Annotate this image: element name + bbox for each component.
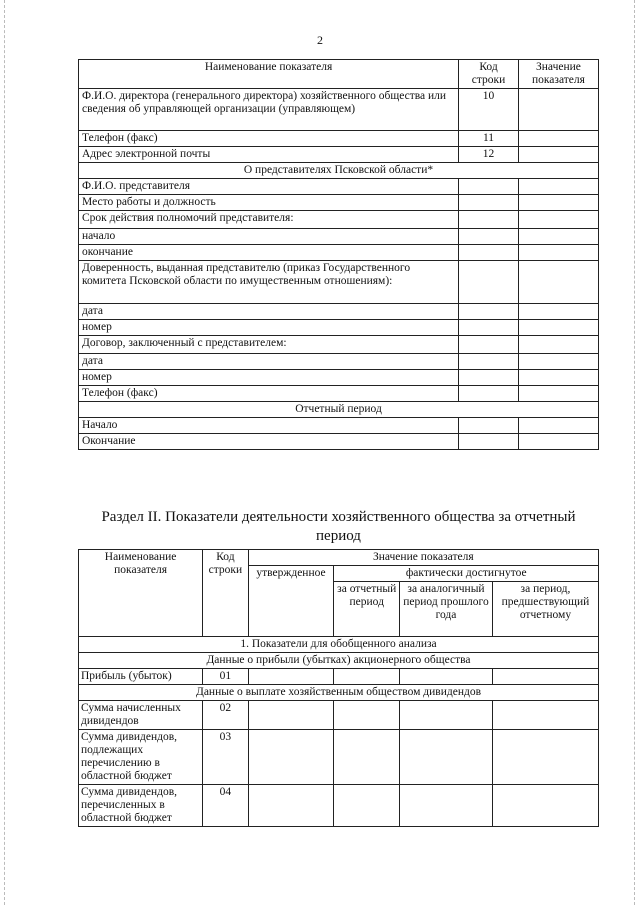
section-row <box>79 653 599 669</box>
company-info-table <box>78 59 599 450</box>
code-cell <box>459 229 519 245</box>
value-cell[interactable] <box>518 434 598 450</box>
table-row <box>79 336 599 354</box>
value-cell[interactable] <box>400 701 493 730</box>
row-name: Место работы и должность <box>79 195 459 211</box>
header-code: Код строки <box>203 550 248 637</box>
value-cell[interactable] <box>518 229 598 245</box>
value-cell[interactable] <box>518 179 598 195</box>
section-row <box>79 163 599 179</box>
code-cell <box>459 195 519 211</box>
value-cell[interactable] <box>400 785 493 827</box>
value-cell[interactable] <box>518 211 598 229</box>
value-cell[interactable] <box>518 195 598 211</box>
code-cell <box>459 245 519 261</box>
header-code: Код строки <box>459 60 519 89</box>
row-name: Ф.И.О. представителя <box>79 179 459 195</box>
header-previous-period: за период, предшествующий отчетному <box>492 582 598 637</box>
header-name: Наименование показателя <box>79 60 459 89</box>
value-cell[interactable] <box>492 785 598 827</box>
value-cell[interactable] <box>518 89 598 131</box>
table-row <box>79 229 599 245</box>
table-row <box>79 370 599 386</box>
section-2-title: Раздел II. Показатели деятельности хозяйственного общества за отчетный период <box>101 509 576 544</box>
value-cell[interactable] <box>492 669 598 685</box>
code-cell <box>459 304 519 320</box>
row-name: номер <box>79 320 459 336</box>
header-value: Значение показателя <box>518 60 598 89</box>
row-name: дата <box>79 354 459 370</box>
row-code: 03 <box>203 730 248 785</box>
row-name: Телефон (факс) <box>79 131 459 147</box>
value-cell[interactable] <box>518 336 598 354</box>
row-name: Адрес электронной почты <box>79 147 459 163</box>
value-cell[interactable] <box>518 354 598 370</box>
table-row <box>79 147 599 163</box>
table-row <box>79 434 599 450</box>
table-row <box>79 386 599 402</box>
indicators-table <box>78 549 599 827</box>
header-name: Наименование показателя <box>79 550 203 637</box>
section-profit-data: Данные о прибыли (убытках) акционерного общества <box>79 653 599 669</box>
value-cell[interactable] <box>492 730 598 785</box>
value-cell[interactable] <box>334 730 400 785</box>
code-cell <box>459 418 519 434</box>
value-cell[interactable] <box>518 261 598 304</box>
value-cell[interactable] <box>400 730 493 785</box>
table-row <box>79 785 599 827</box>
table-row <box>79 304 599 320</box>
code-cell <box>459 336 519 354</box>
row-name: Ф.И.О. директора (генерального директора) хозяйственного общества или сведения об управляющей организации (управляющем) <box>79 89 459 131</box>
table-row <box>79 245 599 261</box>
table-row <box>79 730 599 785</box>
header-last-year: за аналогичный период прошлого года <box>400 582 493 637</box>
value-cell[interactable] <box>518 131 598 147</box>
value-cell[interactable] <box>248 701 334 730</box>
section-dividends: Данные о выплате хозяйственным обществом дивидендов <box>79 685 599 701</box>
row-code: 10 <box>459 89 519 131</box>
table-row <box>79 701 599 730</box>
section-row <box>79 685 599 701</box>
table-row <box>79 354 599 370</box>
section-row <box>79 402 599 418</box>
header-value: Значение показателя <box>248 550 598 566</box>
header-current-period: за отчетный период <box>334 582 400 637</box>
table-row <box>79 418 599 434</box>
section-reporting-period: Отчетный период <box>79 402 599 418</box>
row-name: Сумма дивидендов, подлежащих перечислению в областной бюджет <box>79 730 203 785</box>
row-name: Договор, заключенный с представителем: <box>79 336 459 354</box>
value-cell[interactable] <box>492 701 598 730</box>
value-cell[interactable] <box>248 785 334 827</box>
value-cell[interactable] <box>248 730 334 785</box>
right-scan-edge <box>634 0 635 905</box>
code-cell <box>459 434 519 450</box>
row-code: 12 <box>459 147 519 163</box>
value-cell[interactable] <box>518 370 598 386</box>
value-cell[interactable] <box>518 418 598 434</box>
value-cell[interactable] <box>518 304 598 320</box>
row-name: Срок действия полномочий представителя: <box>79 211 459 229</box>
table2-header-row-1 <box>79 550 599 566</box>
page-number: 2 <box>317 33 323 47</box>
row-name: Прибыль (убыток) <box>79 669 203 685</box>
table-row <box>79 211 599 229</box>
row-code: 02 <box>203 701 248 730</box>
code-cell <box>459 179 519 195</box>
header-actual: фактически достигнутое <box>334 566 599 582</box>
row-name: Сумма дивидендов, перечисленных в областной бюджет <box>79 785 203 827</box>
table-row <box>79 179 599 195</box>
section-general-analysis: 1. Показатели для обобщенного анализа <box>79 637 599 653</box>
row-name: Телефон (факс) <box>79 386 459 402</box>
code-cell <box>459 386 519 402</box>
table-row <box>79 131 599 147</box>
table1-header-row <box>79 60 599 89</box>
table-row <box>79 89 599 131</box>
row-name: начало <box>79 229 459 245</box>
table-row <box>79 261 599 304</box>
value-cell[interactable] <box>334 785 400 827</box>
value-cell[interactable] <box>334 669 400 685</box>
table-row <box>79 195 599 211</box>
value-cell[interactable] <box>518 386 598 402</box>
code-cell <box>459 320 519 336</box>
row-name: Начало <box>79 418 459 434</box>
table-row <box>79 669 599 685</box>
code-cell <box>459 211 519 229</box>
code-cell <box>459 354 519 370</box>
row-code: 04 <box>203 785 248 827</box>
header-approved: утвержденное <box>248 566 334 637</box>
row-name: Сумма начисленных дивидендов <box>79 701 203 730</box>
code-cell <box>459 261 519 304</box>
row-name: окончание <box>79 245 459 261</box>
value-cell[interactable] <box>518 147 598 163</box>
section-row <box>79 637 599 653</box>
left-scan-edge <box>4 0 5 905</box>
code-cell <box>459 370 519 386</box>
row-code: 01 <box>203 669 248 685</box>
row-code: 11 <box>459 131 519 147</box>
table-row <box>79 320 599 336</box>
row-name: Доверенность, выданная представителю (приказ Государственного комитета Псковской области по имущественным отношениям): <box>79 261 459 304</box>
row-name: дата <box>79 304 459 320</box>
value-cell[interactable] <box>518 320 598 336</box>
row-name: Окончание <box>79 434 459 450</box>
value-cell[interactable] <box>248 669 334 685</box>
section-representatives: О представителях Псковской области* <box>79 163 599 179</box>
row-name: номер <box>79 370 459 386</box>
value-cell[interactable] <box>400 669 493 685</box>
value-cell[interactable] <box>518 245 598 261</box>
value-cell[interactable] <box>334 701 400 730</box>
